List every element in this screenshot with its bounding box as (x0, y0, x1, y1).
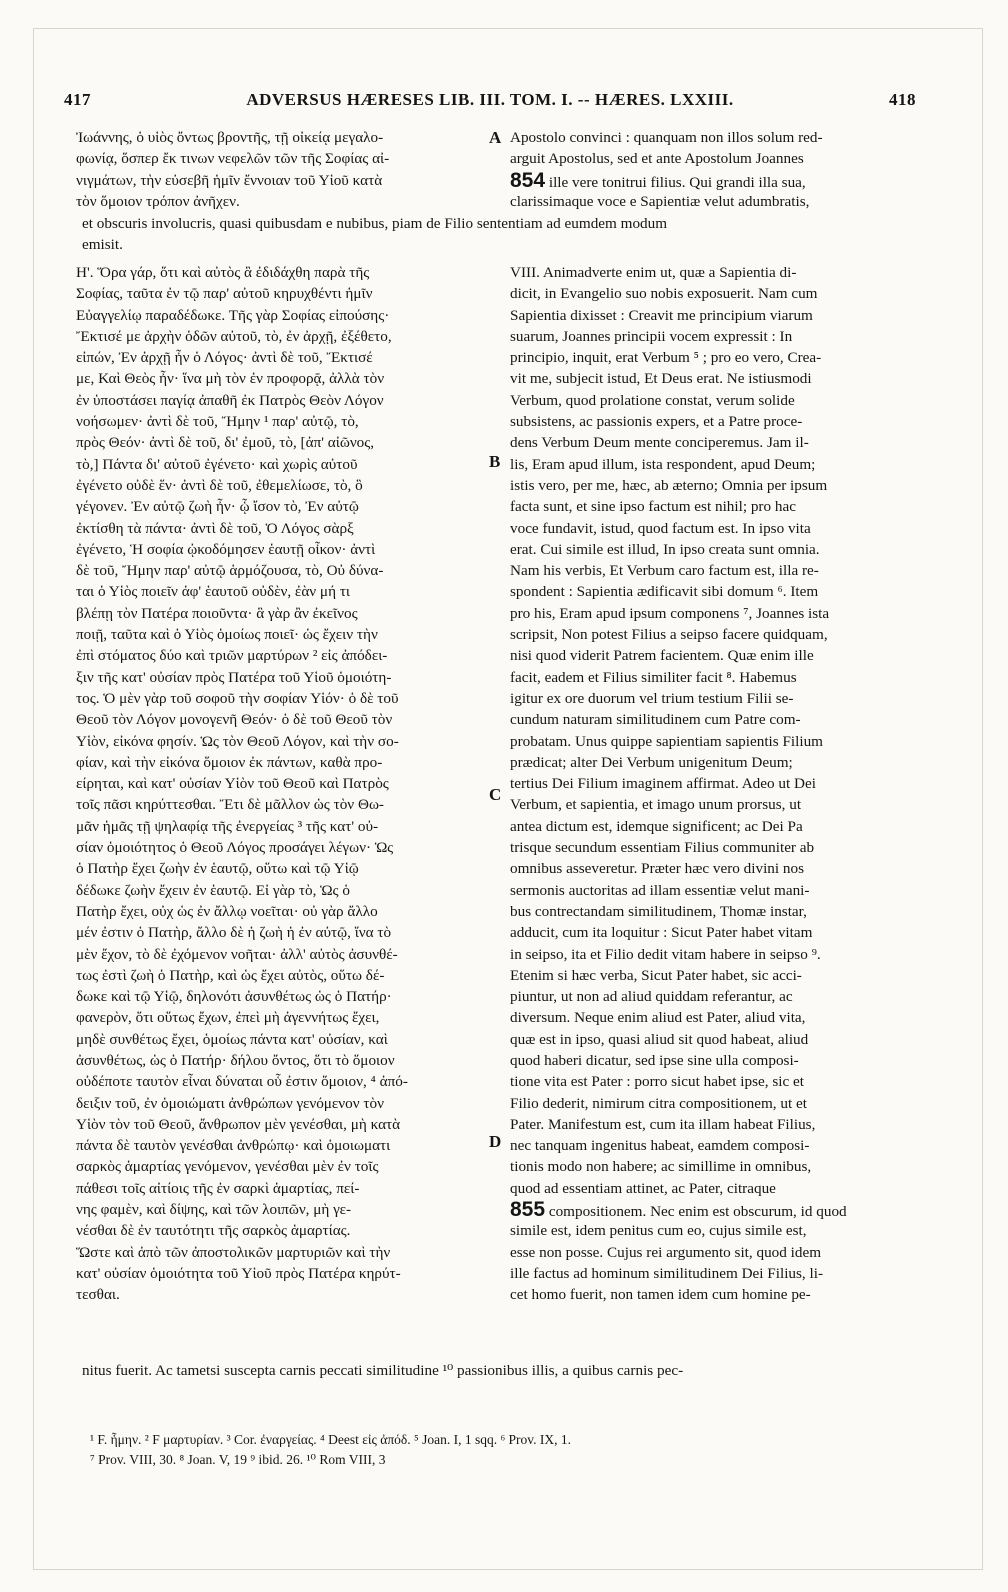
margin-marker-c: C (489, 785, 502, 804)
latin-line: diversum. Neque enim aliud est Pater, aliud vita, (510, 1009, 806, 1027)
spanning-line: et obscuris involucris, quasi quibusdam e nubibus, piam de Filio sententiam ad eumdem modum (82, 215, 668, 232)
greek-line: ἐγένετο, Ἡ σοφία ᾠκοδόμησεν ἑαυτῇ οἶκον· ἀντὶ (76, 540, 376, 558)
greek-line: Ὥστε καὶ ἀπὸ τῶν ἀποστολικῶν μαρτυριῶν καὶ τὴν (76, 1243, 391, 1261)
latin-line: Sapientia dixisset : Creavit me principium viarum (510, 306, 813, 324)
latin-line: cundum naturam similitudinem cum Patre com- (510, 711, 801, 729)
greek-line: μηδὲ συνθέτως ἔχει, ὁμοίως πάντα κατ' οὐσίαν, καὶ (76, 1030, 388, 1048)
latin-line: trisque secundum essentiam Filius communiter ab (510, 839, 815, 857)
column-number-855: 855 (510, 1199, 546, 1221)
greek-line: Σοφίας, ταῦτα ἐν τῷ παρ' αὐτοῦ κηρυχθέντι ἡμῖν (76, 285, 373, 303)
running-header (64, 90, 916, 118)
latin-line: facit, eadem et Filius similiter facit ⁸. Habemus (510, 668, 797, 686)
latin-line: prædicat; alter Dei Verbum unigenitum Deum; (510, 753, 793, 771)
latin-line: voce fundavit, istud, quod factum est. In ipso vita (510, 519, 811, 537)
margin-marker-b: B (489, 452, 501, 471)
greek-line: δὲ τοῦ, Ἤμην παρ' αὐτῷ ἁρμόζουσα, τὸ, Οὐ δύνα- (76, 562, 384, 580)
latin-line: nisi quod viderit Patrem facientem. Quæ enim ille (510, 647, 814, 665)
greek-line: κατ' οὐσίαν ὁμοιότητα τοῦ Υἱοῦ πρὸς Πατέρα κηρύτ- (76, 1264, 401, 1282)
greek-line: ποιῇ, ταῦτα καὶ ὁ Υἱὸς ὁμοίως ποιεῖ· ὡς ἔχειν τὴν (76, 626, 378, 644)
margin-marker-a: A (489, 128, 502, 147)
page-number-right: 418 (889, 90, 916, 109)
greek-line: Η'. Ὅρα γάρ, ὅτι καὶ αὐτὸς ἃ ἐδιδάχθη παρὰ τῆς (76, 264, 370, 281)
greek-line: φίαν, καὶ τὴν εἰκόνα ὅμοιον ἐκ πάντων, καθὰ προ- (76, 753, 383, 771)
latin-line: antea dictum est, idemque significent; ac Dei Pa (510, 817, 803, 835)
footnotes (90, 1430, 910, 1470)
latin-line: Nam his verbis, Et Verbum caro factum est, illa re- (510, 562, 819, 580)
latin-line: tione vita est Pater : porro sicut habet ipse, sic et (510, 1073, 804, 1091)
greek-line: τοῖς πᾶσι κηρύττεσθαι. Ἔτι δὲ μᾶλλον ὡς τὸν Θω- (76, 796, 384, 814)
greek-line: Θεοῦ τὸν Λόγον μονογενῆ Θεόν· ὁ δὲ τοῦ Θεοῦ τὸν (76, 711, 393, 729)
greek-column-top (76, 127, 488, 212)
spanning-line: emisit. (82, 236, 123, 253)
latin-line: esse non posse. Cujus rei argumento sit, quod idem (510, 1243, 822, 1261)
latin-line: suarum, Joannes principii vocem expressit : In (510, 327, 793, 345)
greek-line: Υἱὸν, εἰκόνα φησίν. Ὡς τὸν Θεοῦ Λόγον, καὶ τὴν σο- (76, 732, 399, 750)
greek-line: ἐγένετο οὐδὲ ἕν· ἀντὶ δὲ τοῦ, ἐθεμελίωσε, τὸ, ὃ (76, 476, 363, 494)
greek-line: ται ὁ Υἱὸς ποιεῖν ἀφ' ἑαυτοῦ οὐδὲν, ἐὰν μή τι (76, 583, 351, 601)
greek-line: πρὸς Θεόν· ἀντὶ δὲ τοῦ, δι' ἐμοῦ, τὸ, [ἀπ' αἰῶνος, (76, 434, 375, 452)
latin-line: Apostolo convinci : quanquam non illos solum red- (510, 129, 823, 146)
latin-line: erat. Cui simile est illud, In ipso creata sunt omnia. (510, 540, 820, 558)
greek-line: μέν ἐστιν ὁ Πατὴρ, ἄλλο δὲ ἡ ζωὴ ἡ ἐν αὐτῷ, ἵνα τὸ (76, 924, 392, 942)
latin-line: tertius Dei Filium imaginem affirmat. Adeo ut Dei (510, 775, 816, 793)
greek-line: φωνίᾳ, ὅσπερ ἔκ τινων νεφελῶν τῶν τῆς Σοφίας αἰ- (76, 150, 390, 168)
greek-line: ἀσυνθέτως, ὡς ὁ Πατήρ· δήλου ὄντος, ὅτι τὸ ὅμοιον (76, 1051, 395, 1069)
latin-line (510, 1199, 908, 1220)
latin-line: omnibus asseveretur. Præter hæc vero divini nos (510, 860, 805, 878)
greek-line: τος. Ὁ μὲν γὰρ τοῦ σοφοῦ τὴν σοφίαν Υἱόν· ὁ δὲ τοῦ (76, 689, 399, 707)
greek-line: σαρκὸς ἁμαρτίας γενόμενον, γενέσθαι μὲν ἐν τοῖς (76, 1158, 379, 1176)
greek-line: νιγμάτων, τὴν εὐσεβῆ ἡμῖν ἔννοιαν τοῦ Υἱοῦ κατὰ (76, 171, 383, 189)
latin-line: quod ad essentiam attinet, ac Pater, citraque (510, 1179, 776, 1197)
greek-line: ἐπὶ στόματος δύο καὶ τριῶν μαρτύρων ² εἰς ἀπόδει- (76, 647, 388, 665)
latin-line: Filio dederit, nimirum citra compositionem, ut et (510, 1094, 807, 1112)
latin-line: bus contrectandam similitudinem, Thomæ instar, (510, 902, 807, 920)
greek-line: οὐδέποτε ταυτὸν εἶναι δύναται οὗ ἐστιν ὅμοιον, ⁴ ἀπό- (76, 1073, 408, 1091)
greek-line: Υἱὸν τὸν τοῦ Θεοῦ, ἄνθρωπον μὲν γενέσθαι, μὴ κατὰ (76, 1115, 401, 1133)
latin-line: clarissimaque voce e Sapientiæ velut adumbratis, (510, 192, 810, 210)
latin-line: adducit, cum ita loquitur : Sicut Pater habet vitam (510, 924, 813, 942)
latin-line (510, 170, 908, 191)
greek-line: βλέπῃ τὸν Πατέρα ποιοῦντα· ἃ γὰρ ἂν ἐκεῖνος (76, 604, 358, 622)
latin-line: Pater. Manifestum est, cum ita illam habeat Filius, (510, 1115, 816, 1133)
latin-line: Verbum, et sapientia, et imago unum prorsus, ut (510, 796, 802, 814)
greek-line: δωκε καὶ τῷ Υἱῷ, δηλονότι ἀσυνθέτως ὡς ὁ Πατήρ· (76, 988, 392, 1006)
footnote-line: ⁷ Prov. VIII, 30. ⁸ Joan. V, 19 ⁹ ibid. 26. ¹⁰ Rom VIII, 3 (90, 1452, 386, 1467)
latin-line: scripsit, Non potest Filius a seipso facere quidquam, (510, 626, 828, 644)
column-number-854: 854 (510, 169, 546, 191)
latin-line: VIII. Animadverte enim ut, quæ a Sapientia di- (510, 264, 797, 281)
latin-line: pro his, Eram apud ipsum componens ⁷, Joannes ista (510, 604, 830, 622)
latin-line: spondent : Sapientia ædificavit sibi domum ⁶. Item (510, 583, 819, 601)
latin-line: probatam. Unus quippe sapientiam sapientis Filium (510, 732, 823, 750)
greek-line: Ἰωάννης, ὁ υἱὸς ὄντως βροντῆς, τῇ οἰκείᾳ μεγαλο- (76, 129, 384, 146)
greek-line: τως ἐστὶ ζωὴ ὁ Πατὴρ, καὶ ὡς ἔχει αὐτὸς, οὕτω δέ- (76, 966, 385, 984)
latin-line: simile est, idem penitus cum eo, cujus simile est, (510, 1222, 807, 1240)
latin-line: igitur ex ore duorum vel trium testium Filii se- (510, 689, 794, 707)
latin-line-text: compositionem. Nec enim est obscurum, id quod (548, 1203, 847, 1221)
greek-line: δέδωκε ζωὴν ἔχειν ἐν ἑαυτῷ. Εἰ γὰρ τὸ, Ὡς ὁ (76, 881, 350, 899)
greek-line: νοήσωμεν· ἀντὶ δὲ τοῦ, Ἤμην ¹ παρ' αὐτῷ, τὸ, (76, 413, 359, 431)
greek-line: είρηται, καὶ κατ' οὐσίαν Υἱὸν τοῦ Θεοῦ καὶ Πατρὸς (76, 775, 389, 793)
greek-line: νης φαμὲν, καὶ δίψης, καὶ τῶν λοιπῶν, μὴ γε- (76, 1201, 352, 1219)
latin-line: dicit, in Evangelio suo nobis exposuerit. Nam cum (510, 285, 818, 303)
latin-line: istis vero, per me, hæc, ab æterno; Omnia per ipsum (510, 476, 828, 494)
latin-line: Etenim si hæc verba, Sicut Pater habet, sic acci- (510, 966, 802, 984)
greek-line: σίαν ὁμοιότητος ὁ Θεοῦ Λόγος προσάγει λέγων· Ὡς (76, 839, 394, 857)
latin-line: nec tanquam ingenitus habeat, eamdem composi- (510, 1137, 810, 1155)
greek-line: ξιν τῆς κατ' οὐσίαν πρὸς Πατέρα τοῦ Υἱοῦ ὁμοιότη- (76, 668, 392, 686)
latin-line: facta sunt, et sine ipso factum est nihil; pro hac (510, 498, 796, 516)
latin-line: subsistens, ac passionis expers, et a Patre proce- (510, 413, 803, 431)
spanning-line: nitus fuerit. Ac tametsi suscepta carnis peccati similitudine ¹⁰ passionibus illis, a quibus carnis pec- (82, 1362, 684, 1379)
greek-line: με, Καὶ Θεὸς ἦν· ἵνα μὴ τὸν ἐν προφορᾷ, ἀλλὰ τὸν (76, 370, 385, 388)
greek-line: εἰπών, Ἐν ἀρχῇ ἦν ὁ Λόγος· ἀντὶ δὲ τοῦ, Ἔκτισέ (76, 349, 373, 367)
latin-column-main (510, 262, 908, 1306)
greek-line: ἐκτίσθη τὰ πάντα· ἀντὶ δὲ τοῦ, Ὁ Λόγος σὰρξ (76, 519, 354, 537)
latin-line: sermonis auctoritas ad illam essentiæ velut mani- (510, 881, 810, 899)
greek-line: Ἔκτισέ με ἀρχὴν ὁδῶν αὐτοῦ, τὸ, ἐν ἀρχῇ, ἐξέθετο, (76, 327, 392, 345)
latin-line: ille factus ad hominum similitudinem Dei Filius, li- (510, 1264, 824, 1282)
greek-line: νέσθαι δὲ ἐν ταυτότητι τῆς σαρκὸς ἁμαρτίας. (76, 1222, 351, 1240)
greek-line: πάντα δὲ ταυτὸν γενέσθαι ἀνθρώπῳ· καὶ ὁμοιωματι (76, 1137, 391, 1155)
latin-line: cet homo fuerit, non tamen idem cum homine pe- (510, 1286, 811, 1304)
page-number-left: 417 (64, 90, 91, 109)
latin-line: vit me, subjecit istud, Et Deus erat. Ne istiusmodi (510, 370, 812, 388)
latin-column-top (510, 127, 908, 212)
greek-line: δειξιν τοῦ, ἐν ὁμοιώματι ἀνθρώπων γενόμενον τὸν (76, 1094, 384, 1112)
greek-line: μᾶν ἡμᾶς τῇ ψηλαφίᾳ τῆς ἐνεργείας ³ τῆς κατ' οὐ- (76, 817, 379, 835)
greek-line: φανερὸν, ὅτι οὕτως ἔχων, ἐπεὶ μὴ ἀγεννήτως ἔχει, (76, 1009, 380, 1027)
latin-line: arguit Apostolus, sed et ante Apostolum Joannes (510, 150, 804, 168)
greek-column-main (76, 262, 488, 1306)
latin-line: piuntur, ut non ad aliud quiddam referantur, ac (510, 988, 793, 1006)
greek-line: τὸν ὅμοιον τρόπον ἀνῆχεν. (76, 192, 240, 210)
running-title: ADVERSUS HÆRESES LIB. III. TOM. I. -- HÆRES. LXXIII. (246, 90, 734, 109)
latin-line: tionis modo non habere; ac simillime in omnibus, (510, 1158, 812, 1176)
latin-line: lis, Eram apud illum, ista respondent, apud Deum; (510, 455, 816, 473)
latin-line: dens Verbum Deum mente conciperemus. Jam il- (510, 434, 809, 452)
greek-line: μὲν ἔχον, τὸ δὲ ἐχόμενον νοῆται· ἀλλ' αὐτὸς ἀσυνθέ- (76, 945, 398, 963)
greek-line: τὸ,] Πάντα δι' αὐτοῦ ἐγένετο· καὶ χωρὶς αὐτοῦ (76, 455, 358, 473)
greek-line: Πατὴρ ἔχει, οὐχ ὡς ἐν ἄλλῳ νοεῖται· οὐ γὰρ ἄλλο (76, 902, 378, 920)
footnote-line: ¹ F. ἦμην. ² F μαρτυρίαν. ³ Cor. ἐναργείας. ⁴ Deest εἰς ἀπόδ. ⁵ Joan. I, 1 sqq. ⁶ Prov. IX, 1. (90, 1432, 572, 1447)
greek-line: πάθεσι τοῖς αἰτίοις τῆς ἐν σαρκὶ ἁμαρτίας, πεί- (76, 1179, 360, 1197)
greek-line: ἐν ὑποστάσει παγίᾳ ἀπαθῆ ἐκ Πατρὸς Θεὸν Λόγον (76, 391, 384, 409)
latin-line: quæ est in ipso, quasi aliud sit quod habeat, aliud (510, 1030, 809, 1048)
greek-line: ὁ Πατὴρ ἔχει ζωὴν ἐν ἑαυτῷ, οὕτω καὶ τῷ Υἱῷ (76, 860, 359, 878)
latin-line: principio, inquit, erat Verbum ⁵ ; pro eo vero, Crea- (510, 349, 822, 367)
greek-line: γέγονεν. Ἐν αὐτῷ ζωὴ ἦν· ᾧ ἴσον τὸ, Ἐν αὐτῷ (76, 498, 359, 516)
margin-marker-d: D (489, 1132, 502, 1151)
latin-line: quod haberi dicatur, sed ipse sine ulla composi- (510, 1051, 799, 1069)
latin-line-text: ille vere tonitrui filius. Qui grandi illa sua, (548, 173, 806, 191)
latin-line: Verbum, quod prolatione constat, verum solide (510, 391, 795, 409)
latin-line: in seipso, ita et Filio dedit vitam habere in seipso ⁹. (510, 945, 821, 963)
greek-line: τεσθαι. (76, 1286, 120, 1304)
greek-line: Εὐαγγελίῳ παραδέδωκε. Τῆς γὰρ Σοφίας εἰπούσης· (76, 306, 390, 324)
